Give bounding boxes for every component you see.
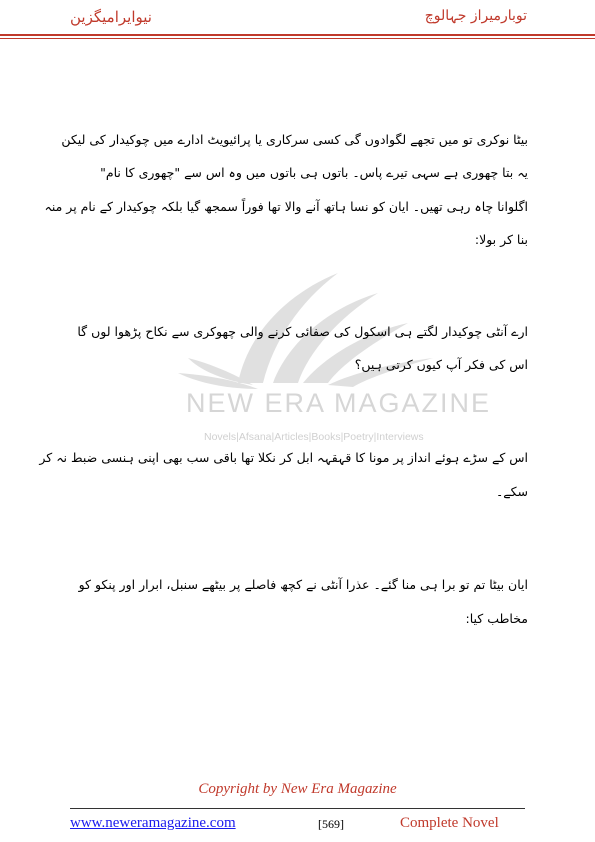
header-divider-thin [0,38,595,39]
paragraph-3-line-1: اس کے سڑے ہوئے انداز پر مونا کا قہقہہ ابل کر نکلا تھا باقی سب بھی اپنی ہنسی ضبط نہ کر [39,450,528,465]
section-label: Complete Novel [400,815,499,831]
author-name: توبارمیراز جہالوچ [424,8,527,24]
paragraph-1-line-2: یہ بتا چھوری ہے سہی تیرے پاس۔ باتوں ہی باتوں میں وہ اس سے "چھوری کا نام" [100,165,528,180]
footer-divider [70,808,525,809]
copyright-notice: Copyright by New Era Magazine [198,781,397,797]
paragraph-2-line-1: ارے آنٹی چوکیدار لگتے ہی اسکول کی صفائی کرنے والی چھوکری سے نکاح پڑھوا لوں گا [77,324,528,339]
magazine-name: نیوایرامیگزین [70,8,152,26]
watermark-title: NEW ERA MAGAZINE [186,388,492,418]
paragraph-4-line-1: ایان بیٹا تم تو برا ہی منا گئے۔ عذرا آنٹی نے کچھ فاصلے پر بیٹھے سنبل، ابرار اور پنکو کو [78,577,528,592]
header-divider [0,34,595,36]
paragraph-1-line-1: بیٹا نوکری تو میں تجھے لگوادوں گی کسی سرکاری یا پرائیویٹ ادارے میں چوکیدار کی لیکن [61,132,528,147]
watermark-subtitle: Novels|Afsana|Articles|Books|Poetry|Interviews [204,431,424,443]
paragraph-1-line-3: اگلوانا چاہ رہی تھیں۔ ایان کو نسا ہاتھ آنے والا تھا فوراً سمجھ گیا بلکہ چوکیدار کے نام پر منہ [44,199,528,214]
paragraph-3-line-2: سکے۔ [495,484,528,499]
paragraph-2-line-2: اس کی فکر آپ کیوں کرتی ہیں؟ [354,357,528,372]
paragraph-4-line-2: مخاطب کیا: [465,611,528,626]
website-link[interactable]: www.neweramagazine.com [70,815,236,831]
page-header [0,0,595,40]
page-number: [569] [318,817,344,831]
paragraph-1-line-4: بنا کر بولا: [474,232,528,247]
